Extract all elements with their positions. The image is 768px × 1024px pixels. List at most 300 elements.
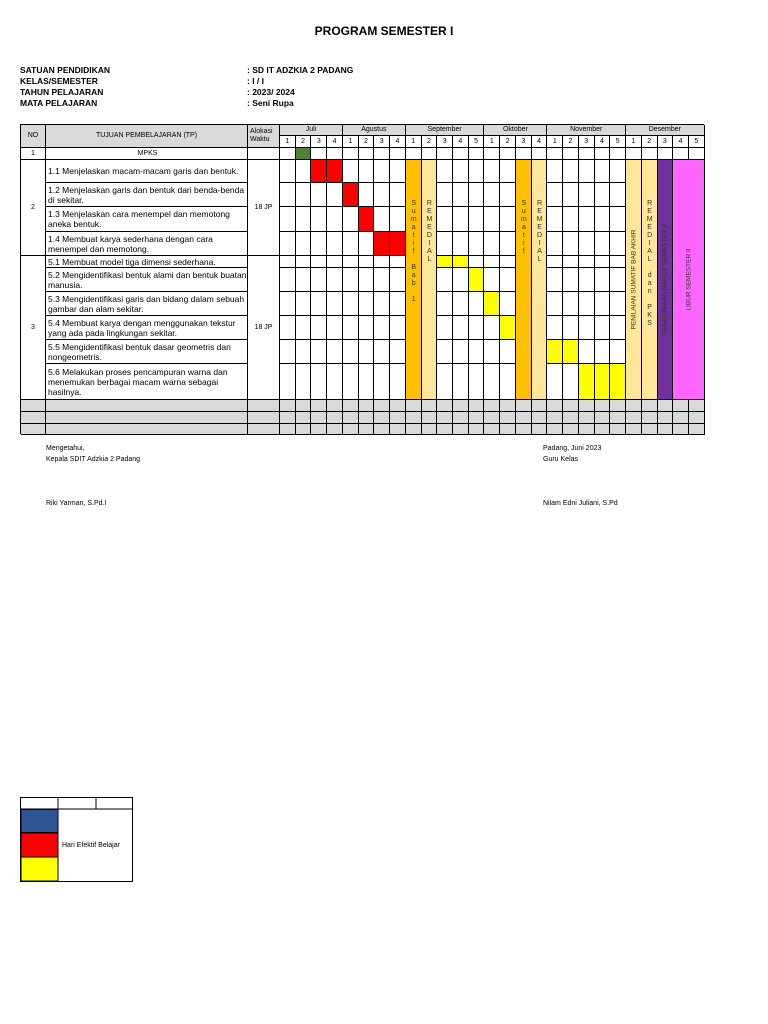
activity-label: LIBUR SEMESTER II xyxy=(685,248,693,311)
week-cell xyxy=(469,183,485,207)
row-tp xyxy=(46,148,248,160)
week-cell xyxy=(437,160,453,183)
week-cell xyxy=(311,183,327,207)
week-cell xyxy=(516,412,532,424)
week-cell xyxy=(327,424,343,435)
week-cell xyxy=(422,148,438,160)
week-cell xyxy=(579,256,595,268)
week-header: 2 xyxy=(642,136,658,148)
schedule-fill-yellow xyxy=(500,316,516,340)
week-cell xyxy=(610,256,626,268)
week-header: 4 xyxy=(390,136,406,148)
week-cell xyxy=(422,424,438,435)
info-row xyxy=(20,98,520,109)
week-cell xyxy=(689,400,705,412)
week-cell xyxy=(374,424,390,435)
week-cell xyxy=(343,292,359,316)
info-value: : I / I xyxy=(247,76,264,86)
week-cell xyxy=(469,292,485,316)
week-cell xyxy=(327,292,343,316)
week-cell xyxy=(673,148,689,160)
info-block xyxy=(20,65,520,109)
week-cell xyxy=(532,424,548,435)
week-cell xyxy=(453,316,469,340)
week-header: 3 xyxy=(311,136,327,148)
week-cell xyxy=(626,400,642,412)
activity-column xyxy=(626,160,642,400)
week-cell xyxy=(422,412,438,424)
week-cell xyxy=(579,316,595,340)
week-cell xyxy=(343,268,359,292)
page-title: PROGRAM SEMESTER I xyxy=(314,24,454,38)
week-cell xyxy=(437,424,453,435)
week-cell xyxy=(437,292,453,316)
info-value: : 2023/ 2024 xyxy=(247,87,295,97)
row-tp xyxy=(46,424,248,435)
week-cell xyxy=(453,148,469,160)
week-header: 3 xyxy=(516,136,532,148)
week-cell xyxy=(343,256,359,268)
week-cell xyxy=(500,364,516,400)
week-cell xyxy=(374,412,390,424)
week-cell xyxy=(390,183,406,207)
activity-label: R E M E D I A L d a n P K S xyxy=(646,200,653,327)
week-cell xyxy=(579,292,595,316)
group-no: 2 xyxy=(21,160,46,256)
week-cell xyxy=(311,148,327,160)
week-header: 4 xyxy=(673,136,689,148)
schedule-fill-yellow xyxy=(595,364,611,400)
week-cell xyxy=(359,232,375,256)
tp-text: 5.4 Membuat karya dengan menggunakan tekstur yang ada pada lingkungan sekitar. xyxy=(48,317,236,338)
week-cell xyxy=(343,424,359,435)
week-cell xyxy=(500,400,516,412)
week-cell xyxy=(327,316,343,340)
header-no: NO xyxy=(21,125,46,148)
week-cell xyxy=(280,424,296,435)
tp-text: 5.3 Mengidentifikasi garis dan bidang dalam sebuah gambar dan alam sekitar. xyxy=(48,293,245,314)
week-cell xyxy=(610,400,626,412)
activity-column xyxy=(658,160,674,400)
week-cell xyxy=(532,400,548,412)
week-cell xyxy=(311,400,327,412)
week-cell xyxy=(595,160,611,183)
week-cell xyxy=(374,207,390,232)
week-cell xyxy=(327,412,343,424)
week-cell xyxy=(469,232,485,256)
legend-label: Hari Efektif Belajar xyxy=(62,842,120,849)
header-tp: TUJUAN PEMBELAJARAN (TP) xyxy=(46,125,248,148)
week-cell xyxy=(453,207,469,232)
week-cell xyxy=(437,148,453,160)
week-cell xyxy=(500,183,516,207)
week-cell xyxy=(469,400,485,412)
week-cell xyxy=(484,256,500,268)
week-header: 1 xyxy=(484,136,500,148)
week-cell xyxy=(500,412,516,424)
row-tp xyxy=(46,340,248,364)
activity-column xyxy=(673,160,704,400)
week-cell xyxy=(280,292,296,316)
row-alokasi xyxy=(248,412,280,424)
week-cell xyxy=(296,340,312,364)
row-no: 1 xyxy=(21,148,46,160)
week-cell xyxy=(437,364,453,400)
week-header: 3 xyxy=(374,136,390,148)
schedule-fill-yellow xyxy=(437,256,453,268)
week-cell xyxy=(500,256,516,268)
week-header: 5 xyxy=(689,136,705,148)
week-cell xyxy=(437,400,453,412)
week-cell xyxy=(327,232,343,256)
row-alokasi xyxy=(248,148,280,160)
week-cell xyxy=(374,183,390,207)
week-header: 2 xyxy=(359,136,375,148)
week-cell xyxy=(390,148,406,160)
week-cell xyxy=(311,232,327,256)
week-cell xyxy=(343,232,359,256)
tp-text: 5.1 Membuat model tiga dimensi sederhana. xyxy=(48,256,216,267)
week-cell xyxy=(437,340,453,364)
row-no xyxy=(21,400,46,412)
week-cell xyxy=(610,412,626,424)
week-cell xyxy=(374,364,390,400)
week-cell xyxy=(610,207,626,232)
week-cell xyxy=(547,412,563,424)
week-cell xyxy=(296,412,312,424)
week-cell xyxy=(516,424,532,435)
week-cell xyxy=(359,268,375,292)
week-cell xyxy=(547,268,563,292)
week-header: 2 xyxy=(563,136,579,148)
week-cell xyxy=(390,160,406,183)
week-cell xyxy=(579,268,595,292)
week-header: 3 xyxy=(658,136,674,148)
week-cell xyxy=(343,364,359,400)
activity-column xyxy=(516,160,532,400)
week-cell xyxy=(453,183,469,207)
week-cell xyxy=(469,148,485,160)
week-cell xyxy=(610,232,626,256)
week-cell xyxy=(579,340,595,364)
week-cell xyxy=(626,148,642,160)
week-cell xyxy=(595,256,611,268)
week-cell xyxy=(595,424,611,435)
week-cell xyxy=(296,268,312,292)
week-header: 4 xyxy=(453,136,469,148)
signature-left-line2: Kepala SDIT Adzkia 2 Padang xyxy=(46,456,141,463)
week-header: 2 xyxy=(296,136,312,148)
week-cell xyxy=(359,424,375,435)
week-cell xyxy=(673,424,689,435)
week-cell xyxy=(327,400,343,412)
week-cell xyxy=(296,424,312,435)
week-cell xyxy=(547,400,563,412)
group-alokasi: 18 JP xyxy=(248,256,280,400)
week-cell xyxy=(311,207,327,232)
week-header: 4 xyxy=(532,136,548,148)
week-header: 4 xyxy=(595,136,611,148)
week-cell xyxy=(280,364,296,400)
row-no xyxy=(21,424,46,435)
week-cell xyxy=(343,148,359,160)
row-tp xyxy=(46,256,248,268)
info-label: SATUAN PENDIDIKAN xyxy=(20,65,111,75)
month-header: Agustus xyxy=(343,125,406,136)
week-cell xyxy=(516,148,532,160)
week-cell xyxy=(484,207,500,232)
week-cell xyxy=(390,400,406,412)
week-cell xyxy=(453,412,469,424)
week-cell xyxy=(563,400,579,412)
week-cell xyxy=(311,316,327,340)
month-header: September xyxy=(406,125,485,136)
schedule-fill-red xyxy=(390,232,406,256)
week-cell xyxy=(563,424,579,435)
week-cell xyxy=(374,340,390,364)
info-label: KELAS/SEMESTER xyxy=(20,76,98,86)
week-cell xyxy=(579,412,595,424)
tp-text: 1.4 Membuat karya sederhana dengan cara menempel dan memotong. xyxy=(48,233,213,254)
info-row xyxy=(20,76,520,87)
week-cell xyxy=(484,148,500,160)
week-cell xyxy=(642,148,658,160)
week-cell xyxy=(547,316,563,340)
week-cell xyxy=(610,292,626,316)
week-cell xyxy=(390,316,406,340)
row-tp xyxy=(46,316,248,340)
tp-text: 5.2 Mengidentifikasi bentuk alami dan bentuk buatan manusia. xyxy=(48,269,247,290)
week-cell xyxy=(484,424,500,435)
week-cell xyxy=(437,412,453,424)
week-cell xyxy=(374,148,390,160)
week-cell xyxy=(327,207,343,232)
week-cell xyxy=(311,256,327,268)
week-cell xyxy=(311,364,327,400)
week-cell xyxy=(406,148,422,160)
row-no xyxy=(21,412,46,424)
week-cell xyxy=(516,400,532,412)
group-alokasi: 18 JP xyxy=(248,160,280,256)
week-cell xyxy=(658,424,674,435)
program-semester-table xyxy=(20,124,704,434)
week-cell xyxy=(547,256,563,268)
schedule-fill-yellow xyxy=(484,292,500,316)
row-alokasi xyxy=(248,424,280,435)
week-cell xyxy=(327,256,343,268)
week-cell xyxy=(547,183,563,207)
week-cell xyxy=(390,424,406,435)
week-cell xyxy=(280,160,296,183)
week-cell xyxy=(296,183,312,207)
activity-column xyxy=(406,160,422,400)
week-header: 5 xyxy=(610,136,626,148)
row-tp xyxy=(46,160,248,183)
week-cell xyxy=(595,400,611,412)
schedule-fill-yellow xyxy=(563,340,579,364)
month-header: Desember xyxy=(626,125,705,136)
row-tp xyxy=(46,412,248,424)
week-cell xyxy=(406,424,422,435)
week-cell xyxy=(595,412,611,424)
week-cell xyxy=(484,340,500,364)
week-cell xyxy=(595,340,611,364)
week-cell xyxy=(390,412,406,424)
tp-text: MPKS xyxy=(137,149,158,157)
schedule-fill-yellow xyxy=(469,268,485,292)
week-header: 1 xyxy=(280,136,296,148)
week-cell xyxy=(437,232,453,256)
week-cell xyxy=(610,268,626,292)
activity-column xyxy=(422,160,438,400)
week-cell xyxy=(280,316,296,340)
week-cell xyxy=(422,400,438,412)
week-cell xyxy=(610,160,626,183)
week-cell xyxy=(500,160,516,183)
week-cell xyxy=(359,160,375,183)
tp-text: 5.6 Melakukan proses pencampuran warna dan menemukan berbagai macam warna sebagai hasilnya. xyxy=(48,366,228,397)
week-cell xyxy=(532,412,548,424)
week-cell xyxy=(689,424,705,435)
week-cell xyxy=(359,148,375,160)
week-cell xyxy=(469,160,485,183)
week-cell xyxy=(280,232,296,256)
week-cell xyxy=(547,364,563,400)
week-cell xyxy=(595,232,611,256)
week-cell xyxy=(280,412,296,424)
week-cell xyxy=(343,316,359,340)
week-cell xyxy=(610,183,626,207)
week-cell xyxy=(327,364,343,400)
row-tp xyxy=(46,364,248,400)
week-cell xyxy=(280,256,296,268)
week-cell xyxy=(563,232,579,256)
week-cell xyxy=(311,412,327,424)
week-cell xyxy=(484,183,500,207)
week-cell xyxy=(595,292,611,316)
week-cell xyxy=(390,340,406,364)
week-cell xyxy=(280,183,296,207)
tp-text: 1.2 Menjelaskan garis dan bentuk dari benda-benda di sekitar. xyxy=(48,184,245,205)
week-cell xyxy=(563,412,579,424)
week-cell xyxy=(296,292,312,316)
week-header: 1 xyxy=(547,136,563,148)
week-cell xyxy=(484,400,500,412)
week-cell xyxy=(563,256,579,268)
week-cell xyxy=(296,232,312,256)
week-cell xyxy=(359,400,375,412)
week-cell xyxy=(453,292,469,316)
week-cell xyxy=(390,292,406,316)
schedule-fill-yellow xyxy=(579,364,595,400)
schedule-fill-red xyxy=(311,160,327,183)
week-cell xyxy=(500,207,516,232)
week-cell xyxy=(296,316,312,340)
week-cell xyxy=(673,412,689,424)
week-cell xyxy=(484,412,500,424)
week-cell xyxy=(547,292,563,316)
week-cell xyxy=(484,232,500,256)
week-cell xyxy=(595,268,611,292)
week-cell xyxy=(563,268,579,292)
week-header: 1 xyxy=(343,136,359,148)
week-cell xyxy=(642,400,658,412)
week-cell xyxy=(563,160,579,183)
week-header: 3 xyxy=(579,136,595,148)
signature-left-name: Riki Yarman, S.Pd.I xyxy=(46,500,107,507)
month-header: November xyxy=(547,125,626,136)
week-cell xyxy=(374,256,390,268)
week-cell xyxy=(453,232,469,256)
week-cell xyxy=(469,364,485,400)
color-legend xyxy=(20,797,134,883)
row-tp xyxy=(46,232,248,256)
week-cell xyxy=(327,183,343,207)
week-cell xyxy=(658,148,674,160)
week-cell xyxy=(610,340,626,364)
tp-text: 5.5 Mengidentifikasi bentuk dasar geometris dan nongeometris. xyxy=(48,341,231,362)
week-cell xyxy=(547,232,563,256)
signature-right-line1: Padang, Juni 2023 xyxy=(543,445,602,452)
week-cell xyxy=(280,148,296,160)
week-cell xyxy=(563,183,579,207)
week-cell xyxy=(343,207,359,232)
schedule-fill-yellow xyxy=(610,364,626,400)
month-header: Oktober xyxy=(484,125,547,136)
activity-label: PENERIMAAN RAPOR SEMESTER II xyxy=(661,224,669,335)
week-cell xyxy=(280,340,296,364)
week-cell xyxy=(563,148,579,160)
signature-right-name: Nilam Edni Juliani, S.Pd xyxy=(543,500,618,507)
legend-swatch-red xyxy=(21,833,58,857)
week-cell xyxy=(296,256,312,268)
info-label: TAHUN PELAJARAN xyxy=(20,87,104,97)
week-cell xyxy=(406,400,422,412)
week-cell xyxy=(595,316,611,340)
week-cell xyxy=(673,400,689,412)
legend-swatch-blue xyxy=(21,810,58,833)
activity-label: R E M E D I A L xyxy=(426,200,433,263)
week-cell xyxy=(374,292,390,316)
week-cell xyxy=(437,268,453,292)
week-cell xyxy=(359,340,375,364)
week-cell xyxy=(311,292,327,316)
week-cell xyxy=(563,207,579,232)
week-cell xyxy=(642,424,658,435)
week-cell xyxy=(311,340,327,364)
activity-label: S u m a t i f xyxy=(520,200,527,255)
week-cell xyxy=(406,412,422,424)
signature-right xyxy=(543,443,601,465)
week-header: 5 xyxy=(469,136,485,148)
week-cell xyxy=(595,148,611,160)
signature-left xyxy=(46,443,140,465)
schedule-fill-yellow xyxy=(547,340,563,364)
week-cell xyxy=(327,340,343,364)
week-cell xyxy=(579,232,595,256)
week-cell xyxy=(296,400,312,412)
week-cell xyxy=(390,207,406,232)
week-cell xyxy=(500,232,516,256)
week-cell xyxy=(374,316,390,340)
week-cell xyxy=(469,424,485,435)
week-cell xyxy=(579,207,595,232)
week-cell xyxy=(359,183,375,207)
week-cell xyxy=(437,316,453,340)
week-cell xyxy=(500,268,516,292)
week-cell xyxy=(469,256,485,268)
activity-column xyxy=(642,160,658,400)
